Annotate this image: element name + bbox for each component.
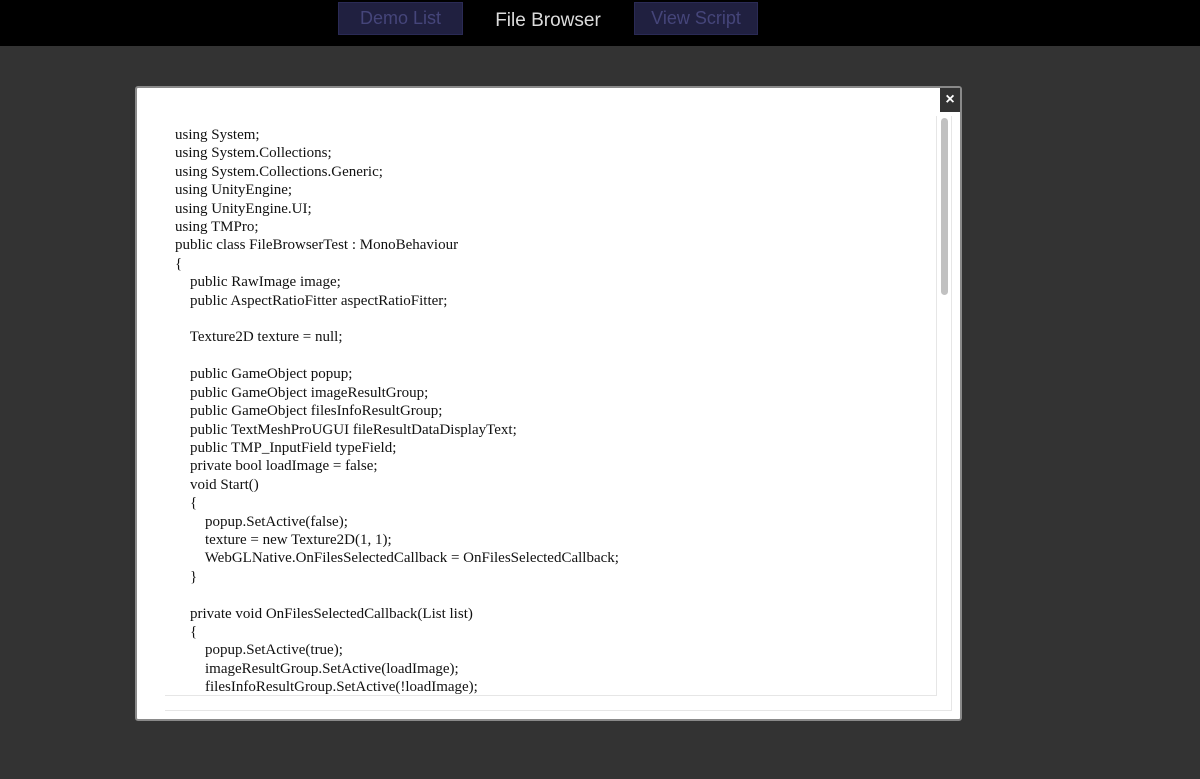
demo-list-button[interactable]: Demo List	[338, 2, 463, 35]
scrollbar-thumb[interactable]	[941, 118, 948, 295]
view-script-button[interactable]: View Script	[634, 2, 758, 35]
code-viewer[interactable]	[165, 116, 937, 696]
close-button[interactable]: ×	[940, 88, 960, 112]
vertical-scrollbar[interactable]	[939, 116, 951, 696]
page-title: File Browser	[495, 10, 601, 31]
script-modal	[135, 86, 962, 721]
code-frame	[165, 116, 952, 711]
script-code: using System; using System.Collections; using System.Collections.Generic; using UnityEngine; using UnityEngine.UI; using TMPro; public class FileBrowserTest : MonoBehaviour { public RawImage image; public AspectRatioFitter aspectRatioFitter; Texture2D texture = null; public GameObject popup; public GameObject imageResultGroup; public GameObject filesInfoResultGroup; public TextMeshProUGUI fileResultDataDisplayText; public TMP_InputField typeField; private bool loadImage = false; void Start() { popup.SetActive(false); texture = new Texture2D(1, 1); WebGLNative.OnFilesSelectedCallback = OnFilesSelectedCallback; } private void OnFilesSelectedCallback(List list) { popup.SetActive(true); imageResultGroup.SetActive(loadImage); filesInfoResultGroup.SetActive(!loadImage);	[175, 127, 619, 696]
top-bar	[0, 0, 1200, 46]
